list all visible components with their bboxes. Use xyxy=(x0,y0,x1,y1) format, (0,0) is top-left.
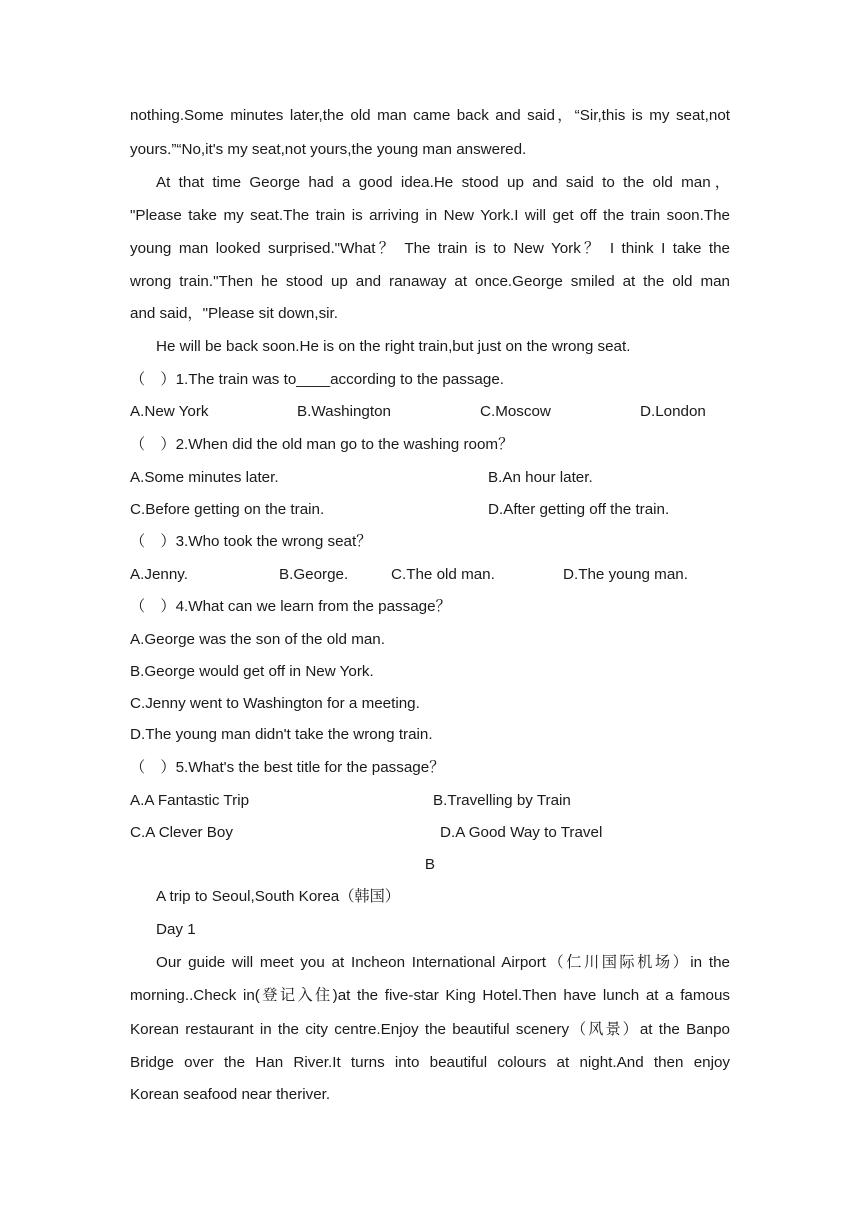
q5-option-d: D.A Good Way to Travel xyxy=(440,824,603,841)
q2-option-d: D.After getting off the train. xyxy=(488,501,670,518)
passage-line: yours.”“No,it's my seat,not yours,the young man answered. xyxy=(130,141,527,158)
question-5-stem: （ ）5.What's the best title for the passage？ xyxy=(130,759,445,776)
passage-line: young man looked surprised."What？ The train is to New York？ I think I take the xyxy=(130,240,730,257)
section-b-line: Our guide will meet you at Incheon International Airport（仁川国际机场）in the xyxy=(156,954,730,971)
q3-option-d: D.The young man. xyxy=(563,566,688,583)
question-2-stem: （ ）2.When did the old man go to the washing room？ xyxy=(130,436,514,453)
passage-line: At that time George had a good idea.He stood up and said to the old man， xyxy=(156,174,730,191)
passage-line: and said，"Please sit down,sir. xyxy=(130,305,338,322)
q2-option-b: B.An hour later. xyxy=(488,469,593,486)
passage-line: "Please take my seat.The train is arriving in New York.I will get off the train soon.The xyxy=(130,207,730,224)
section-b-line: Bridge over the Han River.It turns into beautiful colours at night.And then enjoy xyxy=(130,1054,730,1071)
question-3-stem: （ ）3.Who took the wrong seat？ xyxy=(130,533,372,550)
q4-option-c: C.Jenny went to Washington for a meeting. xyxy=(130,695,420,712)
section-b-label: B xyxy=(424,856,436,873)
q5-option-a: A.A Fantastic Trip xyxy=(130,792,250,809)
q5-option-b: B.Travelling by Train xyxy=(433,792,571,809)
q5-option-c: C.A Clever Boy xyxy=(130,824,233,841)
section-b-line: Korean seafood near theriver. xyxy=(130,1086,331,1103)
q1-option-b: B.Washington xyxy=(297,403,391,420)
section-b-line: morning..Check in(登记入住)at the five-star King Hotel.Then have lunch at a famous xyxy=(130,987,730,1004)
passage-line: wrong train."Then he stood up and ranaway at once.George smiled at the old man xyxy=(130,273,730,290)
q1-option-c: C.Moscow xyxy=(480,403,551,420)
q2-option-a: A.Some minutes later. xyxy=(130,469,279,486)
q4-option-d: D.The young man didn't take the wrong train. xyxy=(130,726,433,743)
q4-option-a: A.George was the son of the old man. xyxy=(130,631,385,648)
q3-option-a: A.Jenny. xyxy=(130,566,188,583)
question-1-stem: （ ）1.The train was to____according to the passage. xyxy=(130,371,504,388)
section-b-day: Day 1 xyxy=(156,921,196,938)
section-b-title: A trip to Seoul,South Korea（韩国） xyxy=(156,888,400,905)
q4-option-b: B.George would get off in New York. xyxy=(130,663,374,680)
question-4-stem: （ ）4.What can we learn from the passage？ xyxy=(130,598,451,615)
q3-option-b: B.George. xyxy=(279,566,349,583)
passage-line: He will be back soon.He is on the right train,but just on the wrong seat. xyxy=(156,338,631,355)
q3-option-c: C.The old man. xyxy=(391,566,495,583)
q1-option-d: D.London xyxy=(640,403,706,420)
section-b-line: Korean restaurant in the city centre.Enjoy the beautiful scenery（风景）at the Banpo xyxy=(130,1021,730,1038)
q2-option-c: C.Before getting on the train. xyxy=(130,501,325,518)
passage-line: nothing.Some minutes later,the old man came back and said，“Sir,this is my seat,not xyxy=(130,107,730,124)
q1-option-a: A.New York xyxy=(130,403,209,420)
